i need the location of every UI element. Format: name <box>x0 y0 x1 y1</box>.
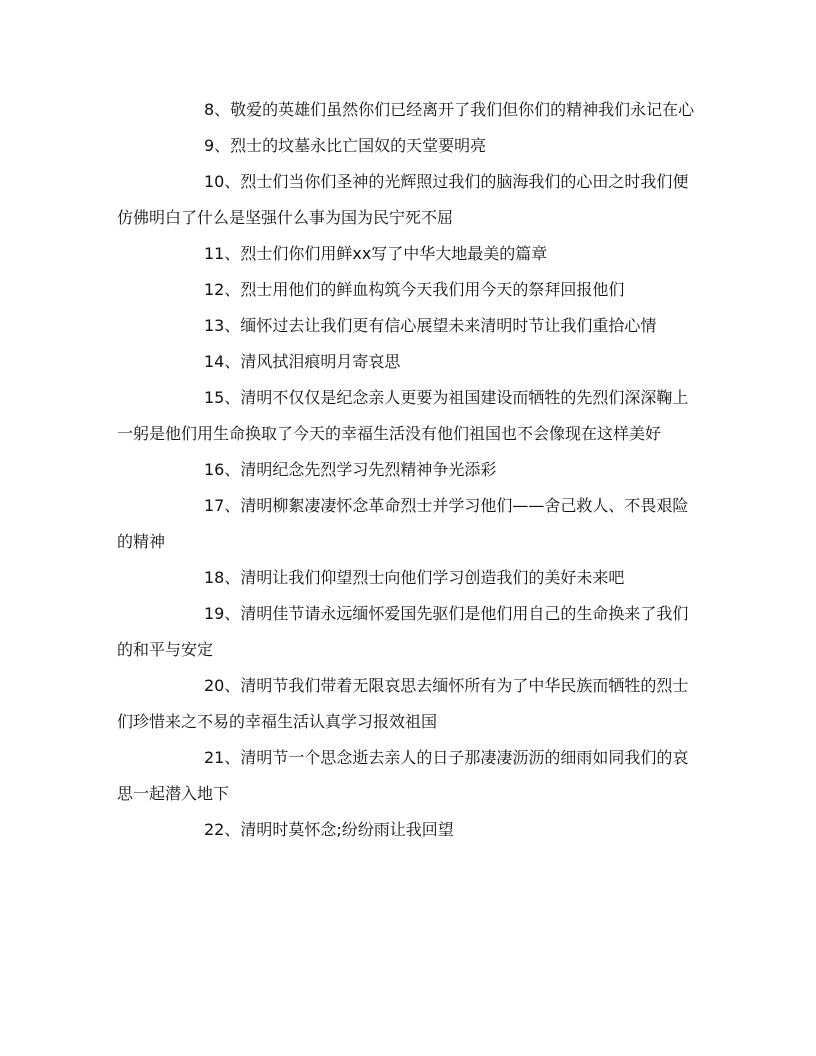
paragraph-16: 16、清明纪念先烈学习先烈精神争光添彩 <box>204 460 497 479</box>
paragraph-12: 12、烈士用他们的鲜血构筑今天我们用今天的祭拜回报他们 <box>204 280 625 299</box>
paragraph-8: 8、敬爱的英雄们虽然你们已经离开了我们但你们的精神我们永记在心 <box>204 100 695 119</box>
paragraph-9: 9、烈士的坟墓永比亡国奴的天堂要明亮 <box>204 136 487 155</box>
paragraph-18: 18、清明让我们仰望烈士向他们学习创造我们的美好未来吧 <box>204 568 625 587</box>
paragraph-14: 14、清风拭泪痕明月寄哀思 <box>204 352 401 371</box>
document-body <box>117 92 701 848</box>
paragraph-22: 22、清明时莫怀念;纷纷雨让我回望 <box>204 820 454 839</box>
paragraph-19: 19、清明佳节请永远缅怀爱国先驱们是他们用自己的生命换来了我们的和平与安定 <box>117 604 689 659</box>
paragraph-13: 13、缅怀过去让我们更有信心展望未来清明时节让我们重拾心情 <box>204 316 657 335</box>
paragraph-21: 21、清明节一个思念逝去亲人的日子那凄凄沥沥的细雨如同我们的哀思一起潜入地下 <box>117 748 689 803</box>
paragraph-11: 11、烈士们你们用鲜xx写了中华大地最美的篇章 <box>204 244 548 263</box>
paragraph-10: 10、烈士们当你们圣神的光辉照过我们的脑海我们的心田之时我们便仿佛明白了什么是坚强什么事为国为民宁死不屈 <box>117 172 689 227</box>
paragraph-17: 17、清明柳絮凄凄怀念革命烈士并学习他们——舍己救人、不畏艰险的精神 <box>117 496 689 551</box>
paragraph-20: 20、清明节我们带着无限哀思去缅怀所有为了中华民族而牺牲的烈士们珍惜来之不易的幸福生活认真学习报效祖国 <box>117 676 689 731</box>
paragraph-15: 15、清明不仅仅是纪念亲人更要为祖国建设而牺牲的先烈们深深鞠上一躬是他们用生命换取了今天的幸福生活没有他们祖国也不会像现在这样美好 <box>117 388 689 443</box>
